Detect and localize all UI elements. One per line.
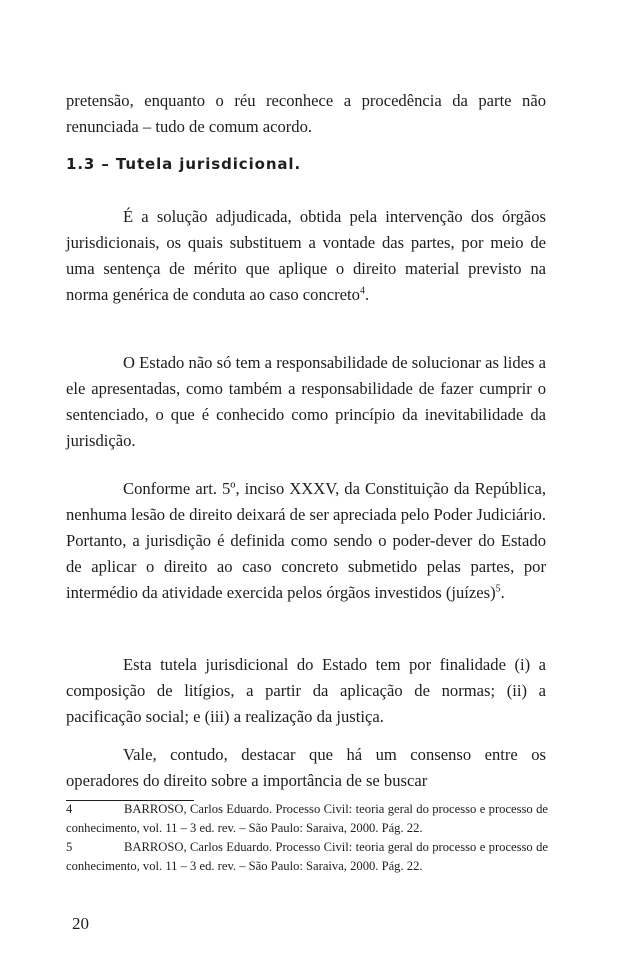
page-number: 20 bbox=[72, 914, 89, 933]
continuation-block bbox=[66, 88, 546, 140]
paragraph-1-block bbox=[66, 204, 546, 308]
paragraph-2-block bbox=[66, 350, 546, 454]
footnote-text: BARROSO, Carlos Eduardo. Processo Civil: teoria geral do processo e processo de conhecimento, vol. 11 – 3 ed. rev. – São Paulo: Saraiva, 2000. Pág. 22. bbox=[66, 840, 548, 873]
paragraph-3-block bbox=[66, 476, 546, 606]
paragraph-2: O Estado não só tem a responsabilidade de solucionar as lides a ele apresentadas, como também a responsabilidade de fazer cumprir o sentenciado, o que é conhecido como princípio da inevitabilidade da jurisdição. bbox=[66, 353, 546, 450]
paragraph-4: Esta tutela jurisdicional do Estado tem por finalidade (i) a composição de litígios, a partir da aplicação de normas; (ii) a pacificação social; e (iii) a realização da justiça. bbox=[66, 655, 546, 726]
footnote-4 bbox=[66, 800, 548, 838]
footnote-ref-5: 5 bbox=[495, 583, 501, 595]
footnote-number: 4 bbox=[66, 802, 73, 816]
footnote-number: 5 bbox=[66, 840, 73, 854]
footnotes bbox=[66, 800, 548, 876]
footnote-5 bbox=[66, 838, 548, 876]
paragraph-1-end: . bbox=[364, 285, 370, 304]
footnote-ref-4: 4 bbox=[359, 285, 365, 297]
paragraph-5: Vale, contudo, destacar que há um consenso entre os operadores do direito sobre a importância de se buscar bbox=[66, 745, 546, 790]
continuation-paragraph: pretensão, enquanto o réu reconhece a procedência da parte não renunciada – tudo de comum acordo. bbox=[66, 91, 546, 136]
paragraph-1 bbox=[66, 204, 546, 308]
section-heading: 1.3 – Tutela jurisdicional. bbox=[66, 155, 302, 173]
paragraph-3-end: . bbox=[500, 583, 505, 602]
footnote-text: BARROSO, Carlos Eduardo. Processo Civil: teoria geral do processo e processo de conhecimento, vol. 11 – 3 ed. rev. – São Paulo: Saraiva, 2000. Pág. 22. bbox=[66, 802, 548, 835]
paragraph-5-block bbox=[66, 742, 546, 794]
paragraph-4-block bbox=[66, 652, 546, 730]
paragraph-3 bbox=[66, 476, 546, 606]
paragraph-1-text: É a solução adjudicada, obtida pela intervenção dos órgãos jurisdicionais, os quais substituem a vontade das partes, por meio de uma sentença de mérito que aplique o direito material previsto na norma genérica de conduta ao caso concreto bbox=[66, 207, 546, 304]
paragraph-3-text: Conforme art. 5º, inciso XXXV, da Constituição da República, nenhuma lesão de direito deixará de ser apreciada pelo Poder Judiciário. Portanto, a jurisdição é definida como sendo o poder-dever do Estado de aplicar o direito ao caso concreto submetido pelas partes, por intermédio da atividade exercida pelos órgãos investidos (juízes) bbox=[66, 479, 546, 602]
